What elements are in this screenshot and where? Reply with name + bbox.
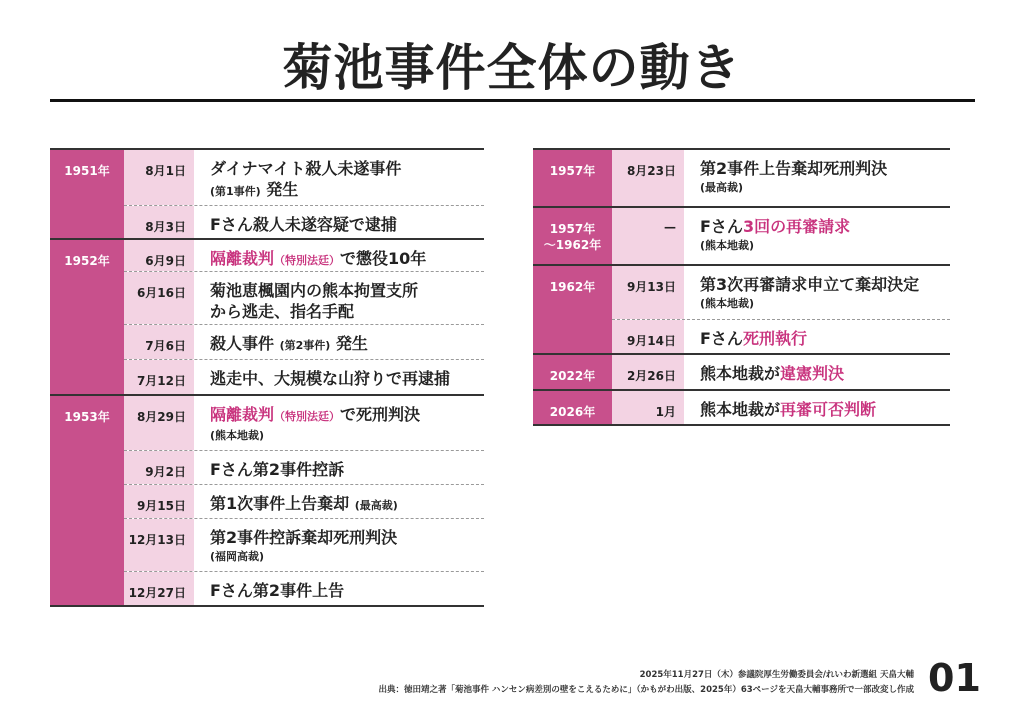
timeline-row xyxy=(124,150,484,206)
event-text-part: Fさん xyxy=(700,217,743,236)
timeline-row xyxy=(124,519,484,572)
year-block xyxy=(533,266,950,355)
footer-date-line: 2025年11月27日（木）参議院厚生労働委員会/れいわ新選組 天畠大輔 xyxy=(639,670,914,680)
event-date: 12月27日 xyxy=(124,572,194,605)
timeline-row xyxy=(124,485,484,519)
event-description xyxy=(194,451,484,484)
event-date: 9月15日 xyxy=(124,485,194,518)
event-text xyxy=(210,493,484,516)
event-text xyxy=(210,280,484,322)
event-text xyxy=(700,216,950,237)
event-text-part: で懲役10年 xyxy=(340,249,427,268)
year-block xyxy=(50,396,484,605)
event-description xyxy=(194,272,484,324)
event-text-part: 熊本地裁が xyxy=(700,400,781,419)
year-label: 1962年 xyxy=(533,266,612,353)
event-date: 12月13日 xyxy=(124,519,194,571)
event-description xyxy=(194,325,484,359)
event-date: 1月 xyxy=(612,391,684,424)
event-text xyxy=(210,248,484,271)
timeline-row xyxy=(124,325,484,360)
event-text-part: で死刑判決 xyxy=(340,405,421,424)
year-label: 2026年 xyxy=(533,391,612,424)
event-date: 8月23日 xyxy=(612,150,684,206)
event-text-part: Fさん第2事件控訴 xyxy=(210,460,345,479)
event-date: 9月2日 xyxy=(124,451,194,484)
timeline-row xyxy=(612,208,950,264)
event-text-part: Fさん xyxy=(700,329,743,348)
highlighted-text: 死刑執行 xyxy=(742,329,807,348)
event-description xyxy=(194,360,484,394)
event-description xyxy=(684,320,950,353)
event-text-part: Fさん殺人未遂容疑で逮捕 xyxy=(210,215,397,234)
event-date: 6月9日 xyxy=(124,240,194,271)
event-date: 8月3日 xyxy=(124,206,194,238)
event-description xyxy=(194,485,484,518)
timeline-row xyxy=(612,391,950,424)
event-description xyxy=(194,150,484,205)
timeline-left xyxy=(50,148,484,607)
event-date: 2月26日 xyxy=(612,355,684,389)
timeline-row xyxy=(124,206,484,238)
year-label: 1957年 xyxy=(533,150,612,206)
year-label: 1953年 xyxy=(50,396,124,605)
page-number: 01 xyxy=(928,656,981,700)
year-label: 1957年 ～1962年 xyxy=(533,208,612,264)
timeline-row xyxy=(612,355,950,389)
event-date: 9月13日 xyxy=(612,266,684,319)
timeline-row xyxy=(612,150,950,206)
court-note: (熊本地裁) xyxy=(700,297,755,310)
event-text-part: (最高裁) xyxy=(354,499,398,512)
year-block xyxy=(533,391,950,424)
event-description xyxy=(684,150,950,206)
timeline-row xyxy=(124,451,484,485)
event-description xyxy=(684,266,950,319)
event-text-part: 第3次再審請求申立て棄却決定 xyxy=(700,275,920,294)
event-text xyxy=(210,459,484,480)
highlighted-text: （特別法廷） xyxy=(274,410,341,423)
page-title: 菊池事件全体の動き xyxy=(282,39,742,97)
event-text xyxy=(210,404,484,427)
event-description xyxy=(684,391,950,424)
event-text xyxy=(700,274,950,295)
event-text-part: 第1次事件上告棄却 xyxy=(210,494,355,513)
highlighted-text: 再審可否判断 xyxy=(780,400,877,419)
event-date: 7月6日 xyxy=(124,325,194,359)
timeline-row xyxy=(612,266,950,320)
court-note: (最高裁) xyxy=(700,181,744,194)
timeline-row xyxy=(124,240,484,272)
event-description xyxy=(194,240,484,271)
event-description xyxy=(194,572,484,605)
event-text xyxy=(700,328,950,349)
event-text-part: 発生 xyxy=(330,334,368,353)
event-description xyxy=(194,396,484,450)
event-date: 8月29日 xyxy=(124,396,194,450)
highlighted-text: 違憲判決 xyxy=(780,364,845,383)
event-text xyxy=(210,214,484,235)
year-block xyxy=(50,150,484,240)
year-block xyxy=(50,240,484,396)
event-date: — xyxy=(612,208,684,264)
timeline-row xyxy=(124,272,484,325)
court-note: (熊本地裁) xyxy=(700,239,755,252)
timeline-row xyxy=(612,320,950,353)
event-text xyxy=(210,368,484,389)
event-text-part: Fさん第2事件上告 xyxy=(210,581,345,600)
year-label: 1952年 xyxy=(50,240,124,394)
event-text-part: ダイナマイト殺人未遂事件 xyxy=(210,159,402,178)
event-text xyxy=(210,527,484,548)
timeline-right xyxy=(533,148,950,426)
court-note: (福岡高裁) xyxy=(210,550,265,563)
event-text-part: 熊本地裁が xyxy=(700,364,781,383)
event-date: 6月16日 xyxy=(124,272,194,324)
event-date: 8月1日 xyxy=(124,150,194,205)
event-text-part: 第2事件上告棄却死刑判決 xyxy=(700,159,888,178)
event-text xyxy=(700,399,950,420)
event-text-part: 逃走中、大規模な山狩りで再逮捕 xyxy=(210,369,451,388)
court-note: (熊本地裁) xyxy=(210,429,265,442)
timeline-row xyxy=(124,572,484,605)
event-date: 7月12日 xyxy=(124,360,194,394)
year-label: 1951年 xyxy=(50,150,124,238)
footer-source-line: 出典：徳田靖之著「菊池事件 ハンセン病差別の壁をこえるために」（かもがわ出版、2025年）63ページを天畠大輔事務所で一部改変し作成 xyxy=(378,685,914,695)
event-text xyxy=(210,580,484,601)
event-description xyxy=(684,355,950,389)
timeline-row xyxy=(124,396,484,451)
highlighted-text: 隔離裁判 xyxy=(210,249,275,268)
event-text xyxy=(700,158,950,179)
highlighted-text: （特別法廷） xyxy=(274,254,341,267)
event-text xyxy=(700,363,950,384)
year-block xyxy=(533,150,950,208)
title-underline xyxy=(50,99,975,102)
event-description xyxy=(194,519,484,571)
year-block xyxy=(533,355,950,391)
year-label: 2022年 xyxy=(533,355,612,389)
highlighted-text: 隔離裁判 xyxy=(210,405,275,424)
event-text-part: 発生 xyxy=(260,180,299,199)
event-description xyxy=(684,208,950,264)
event-text xyxy=(210,333,484,356)
event-text xyxy=(210,158,484,202)
highlighted-text: 3回の再審請求 xyxy=(742,217,851,236)
event-date: 9月14日 xyxy=(612,320,684,353)
event-description xyxy=(194,206,484,238)
event-text-part: (第1事件) xyxy=(210,185,261,198)
event-text-part: 殺人事件 xyxy=(210,334,280,353)
event-text-part: 菊池恵楓園内の熊本拘置支所 から逃走、指名手配 xyxy=(210,281,419,321)
event-text-part: (第2事件) xyxy=(279,339,331,352)
event-text-part: 第2事件控訴棄却死刑判決 xyxy=(210,528,398,547)
timeline-row xyxy=(124,360,484,394)
year-block xyxy=(533,208,950,266)
